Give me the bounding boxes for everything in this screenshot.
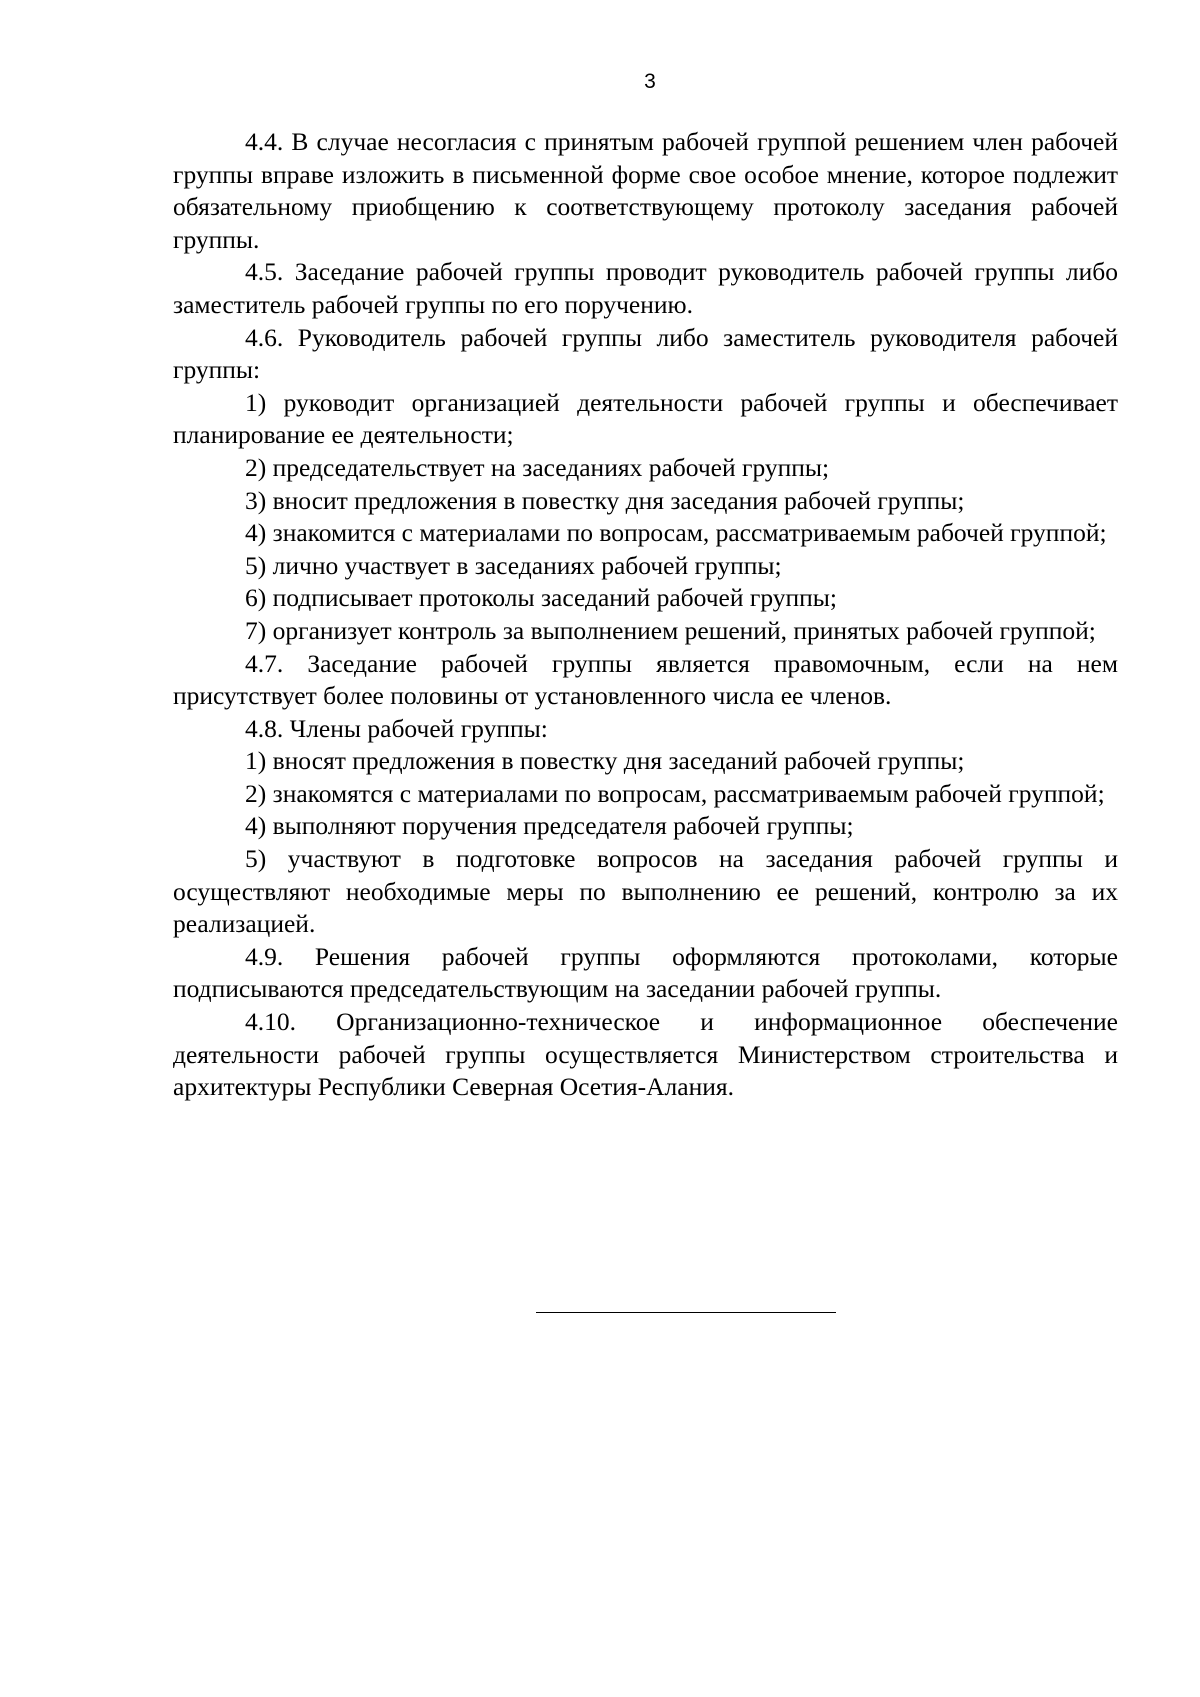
paragraph-4-10: 4.10. Организационно-техническое и информационное обеспечение деятельности рабочей группы осуществляется Министерством строительства и архитектуры Республики Северная Осетия-Алания. xyxy=(173,1007,1118,1102)
paragraph-4-6-item-3: 3) вносит предложения в повестку дня заседания рабочей группы; xyxy=(245,485,965,515)
end-separator-line xyxy=(536,1312,836,1313)
paragraph-4-6-item-7: 7) организует контроль за выполнением решений, принятых рабочей группой; xyxy=(245,615,1096,645)
page-number: 3 xyxy=(644,70,656,93)
paragraph-4-5: 4.5. Заседание рабочей группы проводит руководитель рабочей группы либо заместитель рабочей группы по его поручению. xyxy=(173,257,1118,319)
document-body xyxy=(173,126,1118,1104)
paragraph-4-4: 4.4. В случае несогласия с принятым рабочей группой решением член рабочей группы вправе изложить в письменной форме свое особое мнение, которое подлежит обязательному приобщению к соответствующему протоколу заседания рабочей группы. xyxy=(173,127,1118,254)
paragraph-4-6-item-2: 2) председательствует на заседаниях рабочей группы; xyxy=(245,452,830,482)
paragraph-4-6-item-1: 1) руководит организацией деятельности рабочей группы и обеспечивает планирование ее деятельности; xyxy=(173,387,1118,450)
paragraph-4-9: 4.9. Решения рабочей группы оформляются протоколами, которые подписываются председательствующим на заседании рабочей группы. xyxy=(173,941,1118,1004)
paragraph-4-6-item-4: 4) знакомится с материалами по вопросам, рассматриваемым рабочей группой; xyxy=(245,518,1107,548)
paragraph-4-6-item-6: 6) подписывает протоколы заседаний рабочей группы; xyxy=(245,583,838,613)
paragraph-4-8-item-5: 5) участвуют в подготовке вопросов на заседания рабочей группы и осуществляют необходимые меры по выполнению ее решений, контролю за их реализацией. xyxy=(173,844,1118,939)
paragraph-4-8-item-1: 1) вносят предложения в повестку дня заседаний рабочей группы; xyxy=(245,746,965,776)
paragraph-4-8: 4.8. Члены рабочей группы: xyxy=(245,713,548,743)
paragraph-4-8-item-2: 2) знакомятся с материалами по вопросам, рассматриваемым рабочей группой; xyxy=(245,778,1105,808)
paragraph-4-6: 4.6. Руководитель рабочей группы либо заместитель руководителя рабочей группы: xyxy=(173,322,1118,385)
paragraph-4-6-item-5: 5) лично участвует в заседаниях рабочей группы; xyxy=(245,550,782,580)
paragraph-4-8-item-4: 4) выполняют поручения председателя рабочей группы; xyxy=(245,811,854,841)
paragraph-4-7: 4.7. Заседание рабочей группы является правомочным, если на нем присутствует более половины от установленного числа ее членов. xyxy=(173,648,1118,711)
